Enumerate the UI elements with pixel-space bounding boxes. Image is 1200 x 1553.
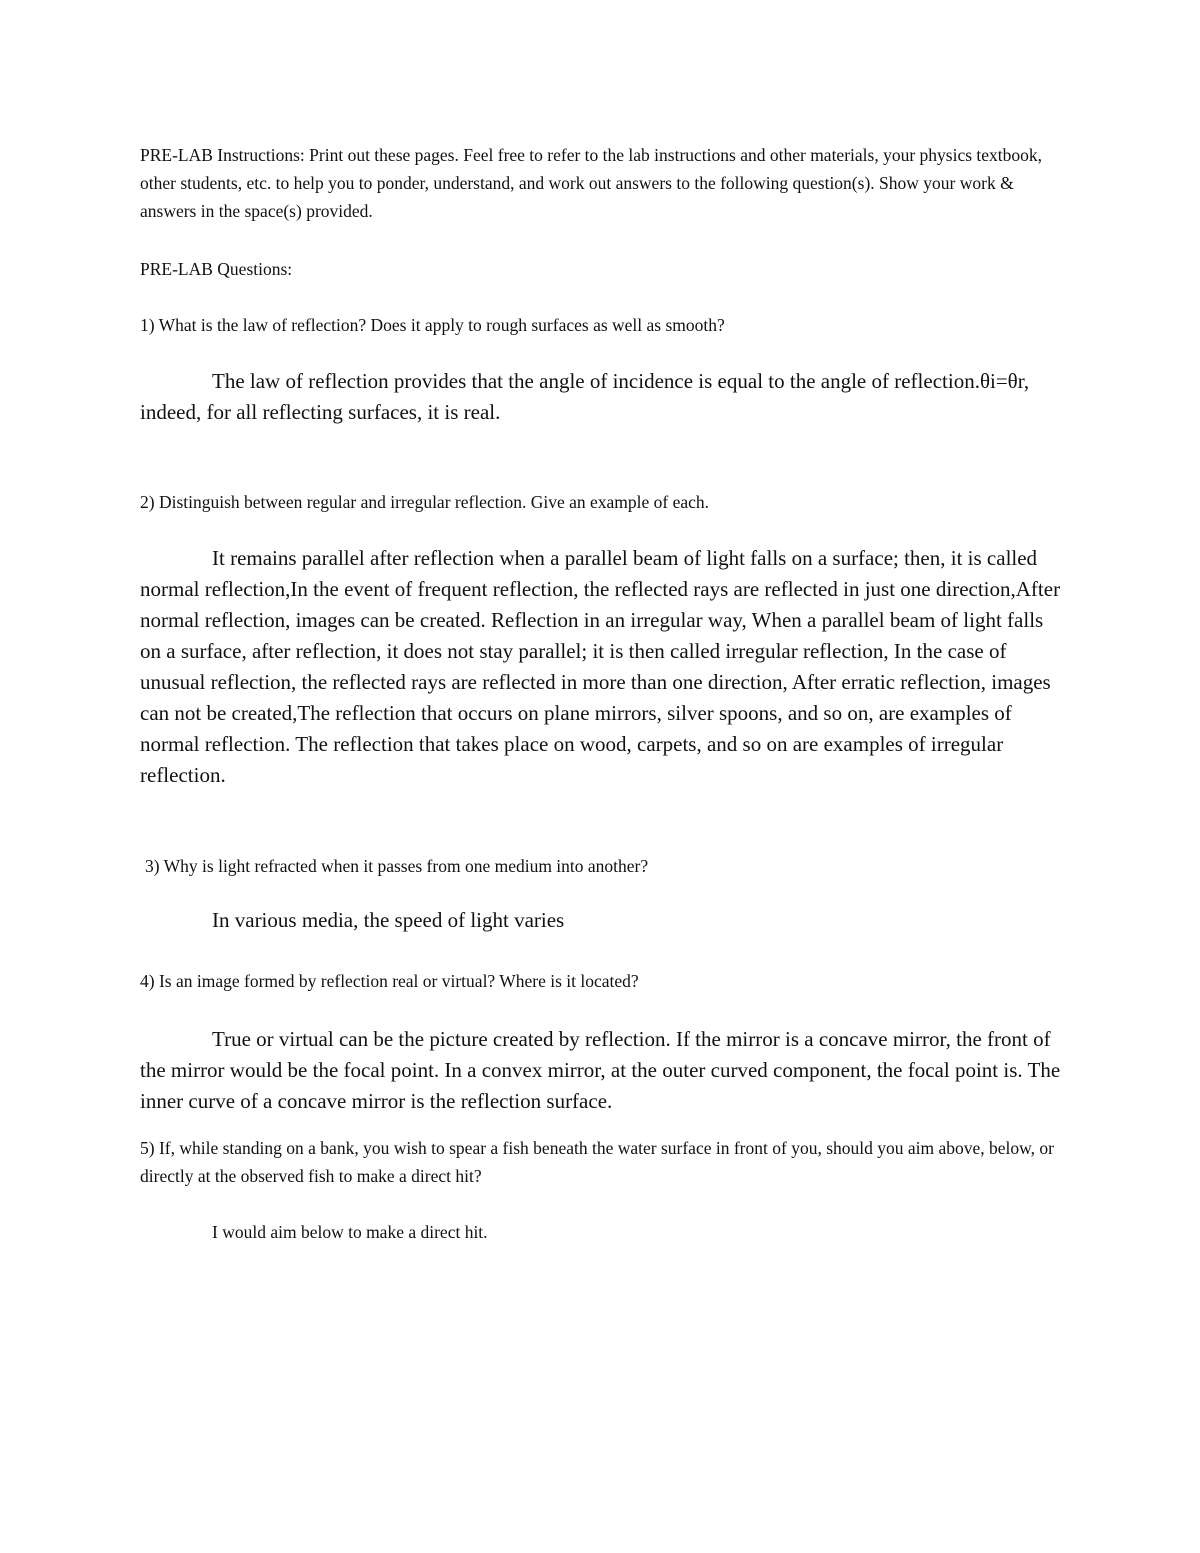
question-1: 1) What is the law of reflection? Does it apply to rough surfaces as well as smooth? bbox=[140, 315, 725, 335]
question-3: 3) Why is light refracted when it passes from one medium into another? bbox=[145, 856, 649, 876]
question-2: 2) Distinguish between regular and irregular reflection. Give an example of each. bbox=[140, 492, 710, 512]
intro-instructions: PRE-LAB Instructions: Print out these pages. Feel free to refer to the lab instructions and other materials, your physics textbook, other students, etc. to help you to ponder, understand, and work out answers to the following question(s). Show your work & answers in the space(s) provided. bbox=[140, 145, 1043, 221]
answer-4: True or virtual can be the picture created by reflection. If the mirror is a concave mirror, the front of the mirror would be the focal point. In a convex mirror, at the outer curved component, the focal point is. The inner curve of a concave mirror is the reflection surface. bbox=[140, 1027, 1061, 1113]
answer-5: I would aim below to make a direct hit. bbox=[212, 1222, 488, 1242]
answer-3: In various media, the speed of light varies bbox=[212, 908, 565, 932]
question-4: 4) Is an image formed by reflection real or virtual? Where is it located? bbox=[140, 971, 639, 991]
answer-2: It remains parallel after reflection when a parallel beam of light falls on a surface; then, it is called normal reflection,In the event of frequent reflection, the reflected rays are reflected in just one direction,After normal reflection, images can be created. Reflection in an irregular way, When a parallel beam of light falls on a surface, after reflection, it does not stay parallel; it is then called irregular reflection, In the case of unusual reflection, the reflected rays are reflected in more than one direction, After erratic reflection, images can not be created,The reflection that occurs on plane mirrors, silver spoons, and so on, are examples of normal reflection. The reflection that takes place on wood, carpets, and so on are examples of irregular reflection. bbox=[140, 546, 1061, 787]
question-5: 5) If, while standing on a bank, you wish to spear a fish beneath the water surface in front of you, should you aim above, below, or directly at the observed fish to make a direct hit? bbox=[140, 1138, 1054, 1186]
answer-1: The law of reflection provides that the angle of incidence is equal to the angle of reflection.θi=θr, indeed, for all reflecting surfaces, it is real. bbox=[140, 369, 1030, 424]
questions-heading: PRE-LAB Questions: bbox=[140, 259, 293, 279]
